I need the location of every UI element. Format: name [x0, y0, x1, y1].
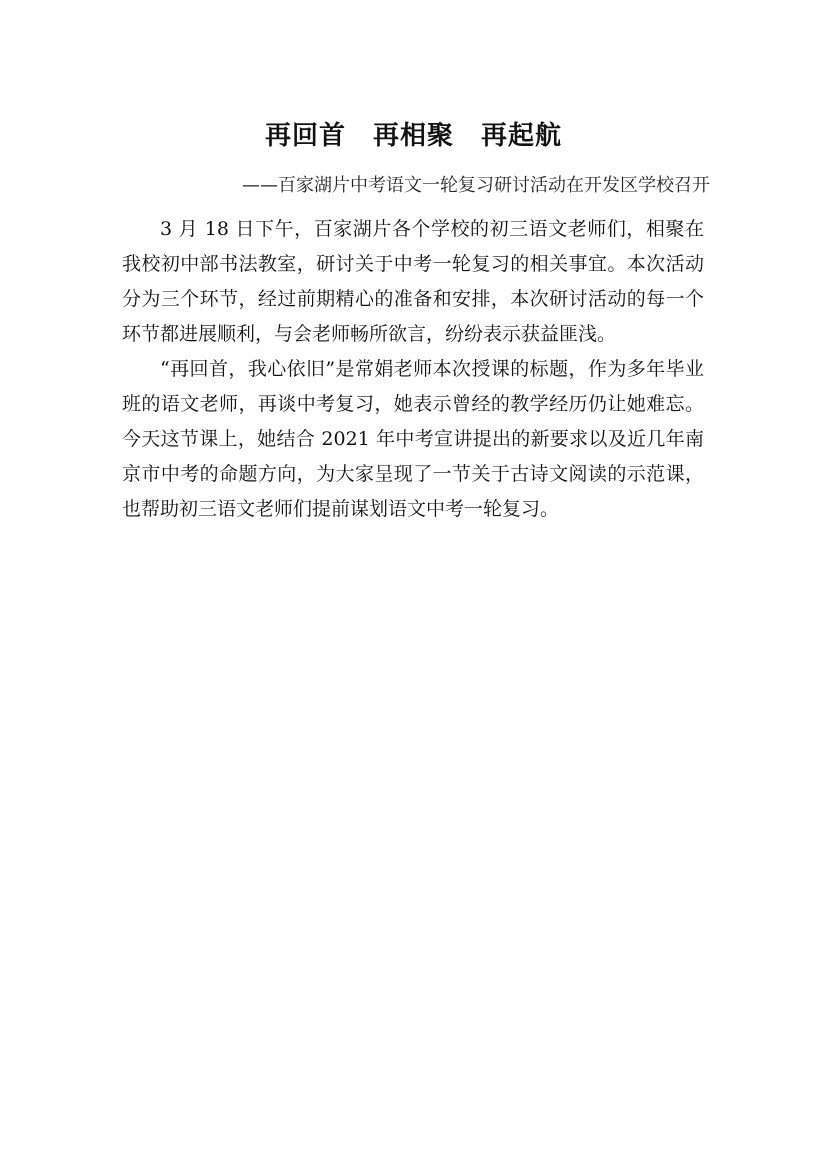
paragraph-2: “再回首，我心依旧”是常娟老师本次授课的标题，作为多年毕业班的语文老师，再谈中考复习，她表示曾经的教学经历仍让她难忘。今天这节课上，她结合 2021 年中考宣讲提出的新要求以及近几年南京市中考的命题方向，为大家呈现了一节关于古诗文阅读的示范课，也帮助初三语文老师们提前谋划语文中考一轮复习。 — [122, 358, 704, 520]
article-subtitle: ——百家湖片中考语文一轮复习研讨活动在开发区学校召开 — [242, 175, 710, 196]
paragraph-1: 3 月 18 日下午，百家湖片各个学校的初三语文老师们，相聚在我校初中部书法教室，研讨关于中考一轮复习的相关事宜。本次活动分为三个环节，经过前期精心的准备和安排，本次研讨活动的每一个环节都进展顺利，与会老师畅所欲言，纷纷表示获益匪浅。 — [122, 218, 704, 345]
article-body — [122, 212, 704, 527]
article-title: 再回首 再相聚 再起航 — [264, 121, 562, 151]
